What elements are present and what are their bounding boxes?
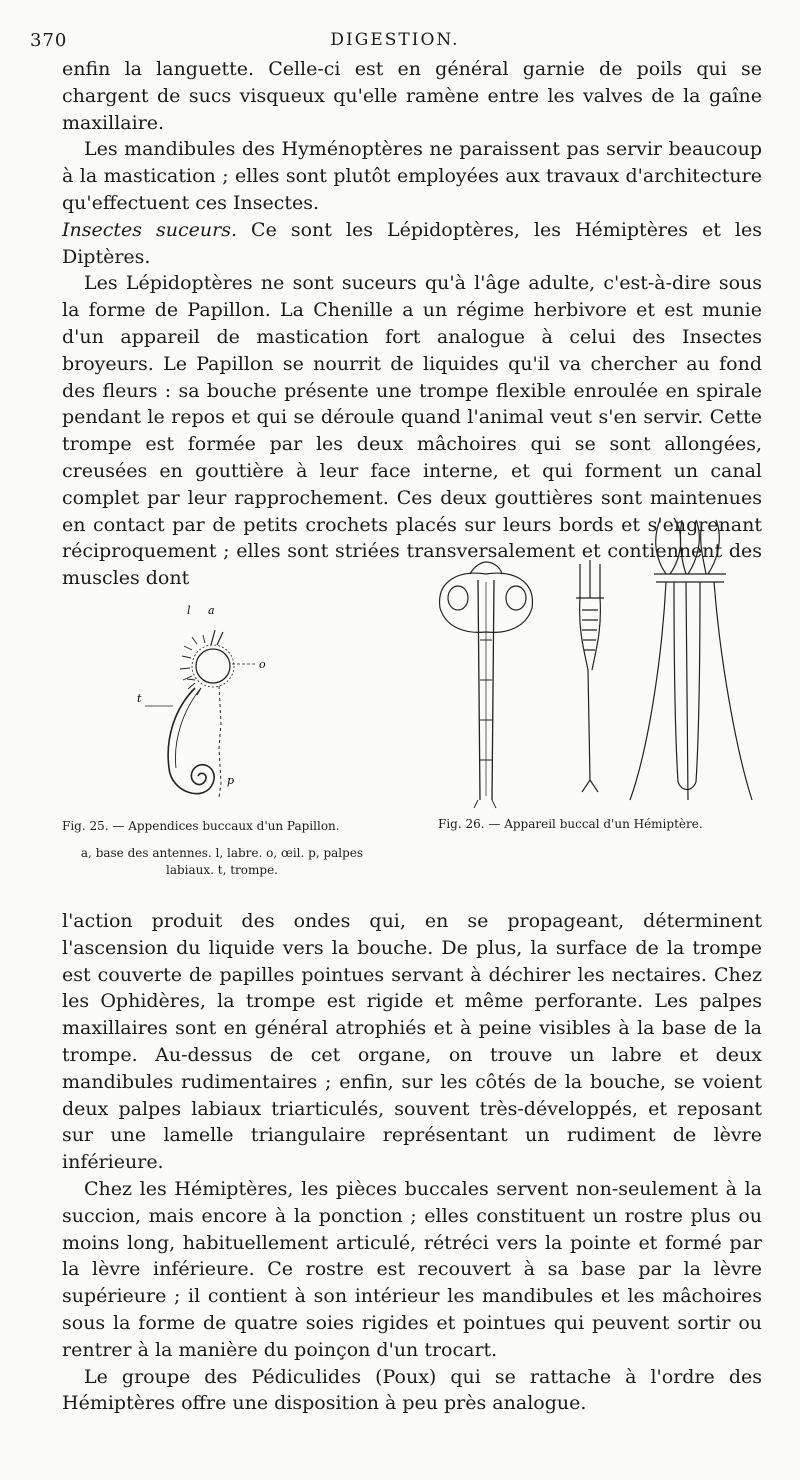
figure-label-p: p — [227, 774, 235, 787]
figure-25-caption — [62, 818, 382, 879]
paragraph: Le groupe des Pédiculides (Poux) qui se rattache à l'ordre des Hémiptères offre une disposition à peu près analogue. — [62, 1365, 762, 1415]
page-header — [30, 30, 760, 56]
paragraph: Les Lépidoptères ne sont suceurs qu'à l'âge adulte, c'est-à-dire sous la forme de Papillon. La Chenille a un régime herbivore et est munie d'un appareil de mastication fort analogue à celui des Insectes broyeurs. Le Papillon se nourrit de liquides qu'il va chercher au fond des fleurs : sa bouche présente une trompe flexible enroulée en spirale pendant le repos et qui se déroule quand l'animal veut s'en servir. Cette trompe est formée par les deux mâchoires qui se sont allongées, creusées en gouttière à leur face interne, et qui forment un canal complet par leur rapprochement. Ces deux gouttières sont maintenues en contact par de petits crochets placés sur leurs bords et s'engrenant réciproquement ; elles sont striées transversalement et contiennent des muscles dont — [62, 272, 762, 590]
eye-drawing — [196, 649, 230, 683]
rostrum-drawing — [630, 518, 752, 800]
paragraph: enfin la languette. Celle-ci est en général garnie de poils qui se chargent de sucs visqueux qu'elle ramène entre les valves de la gaîne maxillaire. — [62, 58, 762, 134]
paragraph-insectes-suceurs — [62, 217, 762, 271]
paragraph: l'action produit des ondes qui, en se propageant, déterminent l'ascension du liquide vers la bouche. De plus, la surface de la trompe est couverte de papilles pointues servant à déchirer les nectaires. Chez les Ophidères, la trompe est rigide et même perforante. Les palpes maxillaires sont en général atrophiés et à peine visibles à la base de la trompe. Au-dessus de cet organe, on trouve un labre et deux mandibules rudimentaires ; enfin, sur les côtés de la bouche, se voient deux palpes labiaux triarticulés, souvent très-développés, et reposant sur une lamelle triangulaire représentant un rudiment de lèvre inférieure. — [62, 910, 762, 1174]
bottom-text-block — [62, 908, 762, 1417]
running-title: DIGESTION. — [330, 30, 460, 50]
figure-25-butterfly-mouthparts — [135, 598, 285, 813]
hemiptera-head-drawing — [440, 562, 533, 808]
figure-label-o: o — [259, 658, 266, 671]
figure-label-l: l — [187, 604, 191, 617]
figure-label-t: t — [137, 692, 142, 705]
stylets-drawing — [576, 560, 604, 792]
paragraph: Les mandibules des Hyménoptères ne paraissent pas servir beaucoup à la mastication ; elles sont plutôt employées aux travaux d'architecture qu'effectuent ces Insectes. — [62, 138, 762, 214]
proboscis-drawing — [168, 688, 214, 794]
section-lead: Insectes suceurs. — [62, 218, 238, 241]
figure-25-legend: a, base des antennes. l, labre. o, œil. p, palpes labiaux. t, trompe. — [80, 846, 364, 877]
figure-26-caption: Fig. 26. — Appareil buccal d'un Hémiptère. — [438, 817, 703, 831]
section-lead-text: Ce sont les Lépidoptères, les Hémiptères et les Diptères. — [62, 218, 763, 268]
figure-label-a: a — [208, 604, 215, 617]
page-number: 370 — [30, 30, 68, 51]
labial-palp-drawing — [219, 686, 221, 798]
figure-26-hemiptera-mouthparts — [430, 500, 770, 810]
figure-25-title: Fig. 25. — Appendices buccaux d'un Papillon. — [62, 819, 340, 833]
paragraph: Chez les Hémiptères, les pièces buccales servent non-seulement à la succion, mais encore à la ponction ; elles constituent un rostre plus ou moins long, habituellement articulé, rétréci vers la pointe et formé par la lèvre inférieure. Ce rostre est recouvert à sa base par la lèvre supérieure ; il contient à son intérieur les mandibules et les mâchoires sous la forme de quatre soies rigides et pointues qui peuvent sortir ou rentrer à la manière du poinçon d'un trocart. — [62, 1177, 762, 1361]
